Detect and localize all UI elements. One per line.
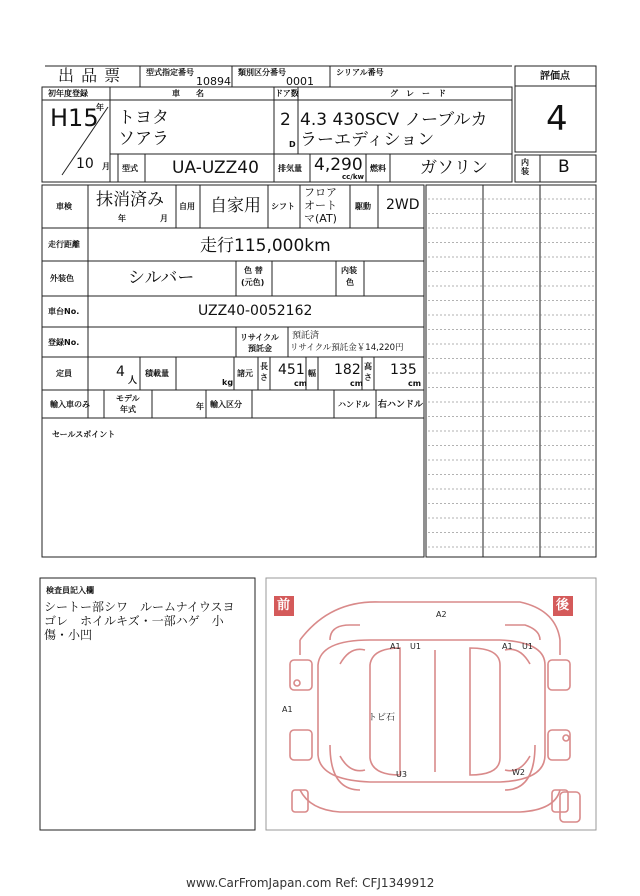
damage-mark: A2 xyxy=(436,610,447,619)
displacement-value: 4,290 xyxy=(314,155,363,175)
length-label-2: さ xyxy=(260,373,268,382)
vehicle-model: ソアラ xyxy=(118,129,169,149)
first-reg-label: 初年度登録 xyxy=(48,89,88,98)
serial-label: シリアル番号 xyxy=(336,68,384,77)
width-value: 182 xyxy=(334,362,361,378)
import-label: 輸入車のみ xyxy=(50,400,90,409)
car-diagram xyxy=(274,596,580,822)
inspection-month-unit: 月 xyxy=(160,214,168,223)
color-value: シルバー xyxy=(128,268,195,288)
inspection-label: 車検 xyxy=(56,202,72,211)
usage-value: 自家用 xyxy=(210,196,261,216)
capacity-value: 4 xyxy=(116,364,125,380)
recycle-line-2: リサイクル預託金￥14,220円 xyxy=(290,343,404,353)
vehicle-maker: トヨタ xyxy=(118,108,169,128)
recycle-line-1: 預託済 xyxy=(292,331,320,341)
fuel-label: 燃料 xyxy=(370,164,386,173)
recycle-label-2: 預託金 xyxy=(248,344,272,353)
shift-line-3: マ(AT) xyxy=(304,212,337,225)
recycle-label-1: リサイクル xyxy=(240,333,279,342)
inspection-year-unit: 年 xyxy=(118,214,126,223)
damage-mark: A1 xyxy=(390,642,401,651)
category-label: 類別区分番号 xyxy=(238,68,286,77)
footer-watermark: www.CarFromJapan.com Ref: CFJ1349912 xyxy=(186,876,435,890)
front-label: 前 xyxy=(277,598,291,613)
interior-label: 内装 xyxy=(521,158,529,176)
color-change-label-1: 色 替 xyxy=(244,266,263,275)
shift-line-2: オート xyxy=(304,199,337,212)
capacity-label: 定員 xyxy=(56,369,72,378)
reg-month-unit: 月 xyxy=(102,162,110,171)
handle-value: 右ハンドル xyxy=(378,400,424,410)
drive-label: 駆動 xyxy=(355,202,371,211)
import-class-label: 輸入区分 xyxy=(210,400,242,409)
inspector-label: 検査員記入欄 xyxy=(46,586,94,595)
damage-mark: U1 xyxy=(522,642,533,651)
usage-label: 自用 xyxy=(179,202,195,211)
fuel-value: ガソリン xyxy=(420,158,488,178)
height-label-1: 高 xyxy=(364,362,372,371)
load-label: 積載量 xyxy=(145,369,169,378)
reg-year-unit: 年 xyxy=(96,103,104,112)
width-label: 幅 xyxy=(308,369,316,378)
height-label-2: さ xyxy=(364,373,372,382)
sales-points-label: セールスポイント xyxy=(52,430,116,439)
shift-label: シフト xyxy=(271,202,295,211)
width-unit: cm xyxy=(350,379,364,388)
chassis-label: 車台No. xyxy=(48,307,80,316)
damage-mark: U1 xyxy=(410,642,421,651)
inspector-line-1: シートー部シワ ルームナイウスヨ xyxy=(44,600,235,614)
color-label: 外装色 xyxy=(50,274,74,283)
doors-label: ドア数 xyxy=(275,89,299,98)
model-year-unit: 年 xyxy=(196,402,204,411)
model-year-label-2: 年式 xyxy=(120,405,136,414)
damage-mark: A1 xyxy=(502,642,513,651)
category-number: 0001 xyxy=(286,75,314,88)
height-value: 135 xyxy=(390,362,417,378)
inspection-value: 抹消済み xyxy=(96,190,164,210)
displacement-unit: cc/kw xyxy=(342,173,364,181)
reg-month: 10 xyxy=(76,156,94,172)
doors-value: 2 xyxy=(280,110,291,130)
damage-mark: U3 xyxy=(396,770,407,779)
shift-line-1: フロア xyxy=(304,186,337,199)
model-year-label-1: モデル xyxy=(116,394,140,403)
drive-value: 2WD xyxy=(386,197,420,213)
model-designation-label: 型式指定番号 xyxy=(146,68,194,77)
model-designation: 10894 xyxy=(196,75,231,88)
mileage-value: 走行115,000km xyxy=(200,236,331,256)
grade-label: グ レ ー ド xyxy=(390,89,446,98)
vehicle-name-label: 車 名 xyxy=(172,89,204,98)
damage-mark: トビ石 xyxy=(368,713,396,723)
length-value: 451 xyxy=(278,362,305,378)
chassis-value: UZZ40-0052162 xyxy=(198,303,313,319)
length-label-1: 長 xyxy=(260,362,268,371)
score-label: 評価点 xyxy=(540,71,570,82)
grade-line-1: 4.3 430SCV ノーブルカ xyxy=(300,110,488,130)
damage-mark: W2 xyxy=(512,768,525,777)
interior-color-label-1: 内装 xyxy=(341,266,357,275)
regno-label: 登録No. xyxy=(48,338,80,347)
reg-era-year: H15 xyxy=(50,104,99,132)
mileage-label: 走行距離 xyxy=(48,240,80,249)
score-value: 4 xyxy=(546,99,568,139)
color-change-label-2: (元色) xyxy=(241,278,265,287)
grade-line-2: ラーエディション xyxy=(300,130,435,150)
rear-label: 後 xyxy=(556,598,570,613)
sheet-title: 出 品 票 xyxy=(58,66,122,85)
displacement-label: 排気量 xyxy=(278,164,302,173)
dims-label: 諸元 xyxy=(237,369,253,378)
length-unit: cm xyxy=(294,379,308,388)
capacity-unit: 人 xyxy=(128,376,138,386)
load-unit: kg xyxy=(222,378,234,387)
type-label: 型式 xyxy=(122,164,138,173)
interior-color-label-2: 色 xyxy=(346,278,354,287)
handle-label: ハンドル xyxy=(338,400,370,409)
doors-suffix: D xyxy=(289,140,296,149)
damage-mark: A1 xyxy=(282,705,293,714)
height-unit: cm xyxy=(408,379,422,388)
inspector-line-2: ゴレ ホイルキズ・一部ハゲ 小 xyxy=(44,614,224,628)
interior-score: B xyxy=(558,157,570,177)
inspector-line-3: 傷・小凹 xyxy=(44,628,93,642)
type-value: UA-UZZ40 xyxy=(172,158,259,178)
